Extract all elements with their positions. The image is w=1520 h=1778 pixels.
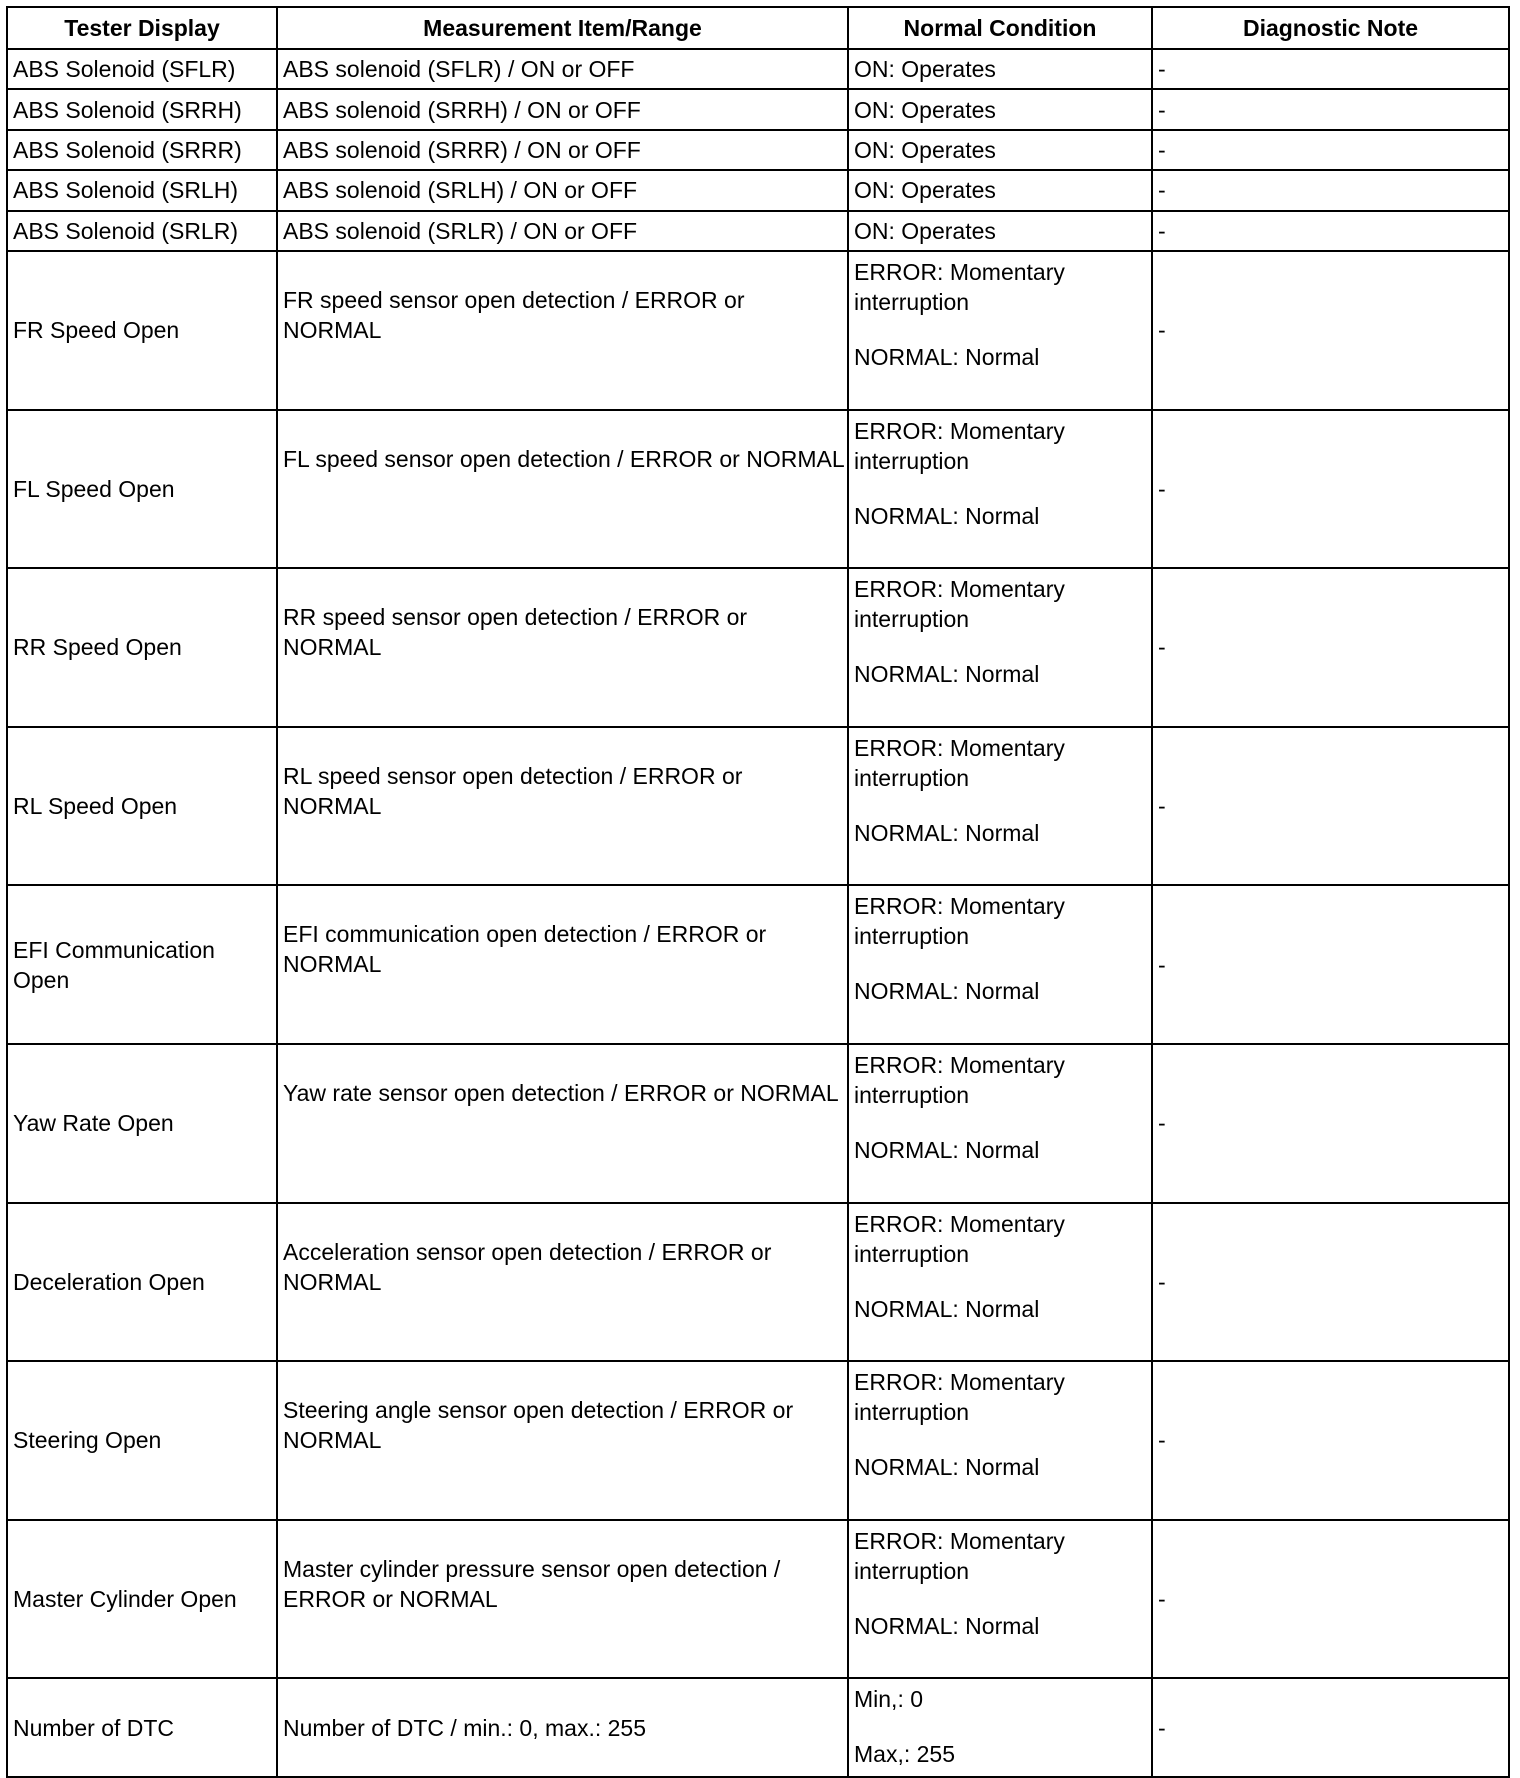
measurement-cell: ABS solenoid (SFLR) / ON or OFF	[277, 49, 848, 89]
table-row	[7, 885, 1509, 1044]
table-row	[7, 1678, 1509, 1777]
condition-cell	[848, 885, 1152, 1044]
table-row	[7, 49, 1509, 89]
measurement-cell: Steering angle sensor open detection / ERROR or NORMAL	[277, 1361, 848, 1520]
condition-cell: ON: Operates	[848, 89, 1152, 129]
measurement-cell: ABS solenoid (SRRH) / ON or OFF	[277, 89, 848, 129]
tester-display-cell: ABS Solenoid (SRLH)	[7, 170, 277, 210]
measurement-cell: Acceleration sensor open detection / ERROR or NORMAL	[277, 1203, 848, 1362]
header-normal-condition: Normal Condition	[848, 7, 1152, 49]
header-row	[7, 7, 1509, 49]
table-row	[7, 130, 1509, 170]
condition-error-text: ERROR: Momentary interruption	[854, 734, 1065, 791]
tester-display-cell: EFI Communication Open	[7, 885, 277, 1044]
condition-cell: ON: Operates	[848, 49, 1152, 89]
tester-display-cell: RR Speed Open	[7, 568, 277, 727]
condition-cell	[848, 727, 1152, 886]
condition-error-text: ERROR: Momentary interruption	[854, 258, 1065, 315]
condition-normal-text: NORMAL: Normal	[854, 1295, 1040, 1322]
condition-cell: ON: Operates	[848, 211, 1152, 251]
condition-normal-text: NORMAL: Normal	[854, 978, 1040, 1005]
condition-normal-text: NORMAL: Normal	[854, 343, 1040, 370]
condition-error-text: ERROR: Momentary interruption	[854, 893, 1065, 950]
condition-normal-text: NORMAL: Normal	[854, 502, 1040, 529]
note-cell: -	[1152, 211, 1509, 251]
tester-display-cell: FR Speed Open	[7, 251, 277, 410]
table-row	[7, 568, 1509, 727]
tester-display-cell: Deceleration Open	[7, 1203, 277, 1362]
table-row	[7, 727, 1509, 886]
measurement-cell: ABS solenoid (SRLR) / ON or OFF	[277, 211, 848, 251]
measurement-cell: ABS solenoid (SRLH) / ON or OFF	[277, 170, 848, 210]
condition-cell	[848, 410, 1152, 569]
measurement-cell: FR speed sensor open detection / ERROR or NORMAL	[277, 251, 848, 410]
note-cell: -	[1152, 1678, 1509, 1777]
table-row	[7, 251, 1509, 410]
condition-cell: ON: Operates	[848, 170, 1152, 210]
tester-display-cell: ABS Solenoid (SRRR)	[7, 130, 277, 170]
tester-display-cell: Steering Open	[7, 1361, 277, 1520]
condition-normal-text: NORMAL: Normal	[854, 819, 1040, 846]
tester-display-cell: Number of DTC	[7, 1678, 277, 1777]
tester-display-cell: ABS Solenoid (SRLR)	[7, 211, 277, 251]
table-row	[7, 211, 1509, 251]
measurement-cell: Yaw rate sensor open detection / ERROR or NORMAL	[277, 1044, 848, 1203]
note-cell: -	[1152, 251, 1509, 410]
condition-cell: ON: Operates	[848, 130, 1152, 170]
note-cell: -	[1152, 49, 1509, 89]
condition-cell	[848, 1203, 1152, 1362]
tester-data-table	[6, 6, 1510, 1778]
header-measurement-item: Measurement Item/Range	[277, 7, 848, 49]
condition-normal-text: NORMAL: Normal	[854, 1454, 1040, 1481]
measurement-cell: FL speed sensor open detection / ERROR or NORMAL	[277, 410, 848, 569]
tester-display-cell: Yaw Rate Open	[7, 1044, 277, 1203]
condition-error-text: ERROR: Momentary interruption	[854, 1369, 1065, 1426]
condition-cell	[848, 1361, 1152, 1520]
condition-error-text: ERROR: Momentary interruption	[854, 1527, 1065, 1584]
condition-max-text: Max,: 255	[854, 1741, 955, 1768]
tester-display-cell: Master Cylinder Open	[7, 1520, 277, 1679]
tester-display-cell: RL Speed Open	[7, 727, 277, 886]
note-cell: -	[1152, 410, 1509, 569]
table-row	[7, 89, 1509, 129]
note-cell: -	[1152, 130, 1509, 170]
tester-display-cell: FL Speed Open	[7, 410, 277, 569]
condition-error-text: ERROR: Momentary interruption	[854, 576, 1065, 633]
table-row	[7, 1520, 1509, 1679]
table-row	[7, 1361, 1509, 1520]
condition-normal-text: NORMAL: Normal	[854, 1612, 1040, 1639]
condition-cell	[848, 568, 1152, 727]
note-cell: -	[1152, 1520, 1509, 1679]
table-row	[7, 1203, 1509, 1362]
header-diagnostic-note: Diagnostic Note	[1152, 7, 1509, 49]
condition-error-text: ERROR: Momentary interruption	[854, 1051, 1065, 1108]
note-cell: -	[1152, 885, 1509, 1044]
note-cell: -	[1152, 1044, 1509, 1203]
table-row	[7, 170, 1509, 210]
note-cell: -	[1152, 727, 1509, 886]
note-cell: -	[1152, 1203, 1509, 1362]
header-tester-display: Tester Display	[7, 7, 277, 49]
condition-cell	[848, 1520, 1152, 1679]
tester-display-cell: ABS Solenoid (SRRH)	[7, 89, 277, 129]
note-cell: -	[1152, 1361, 1509, 1520]
measurement-cell: RL speed sensor open detection / ERROR or NORMAL	[277, 727, 848, 886]
table-row	[7, 410, 1509, 569]
note-cell: -	[1152, 89, 1509, 129]
measurement-cell: Number of DTC / min.: 0, max.: 255	[277, 1678, 848, 1777]
measurement-cell: RR speed sensor open detection / ERROR or NORMAL	[277, 568, 848, 727]
tester-display-cell: ABS Solenoid (SFLR)	[7, 49, 277, 89]
note-cell: -	[1152, 170, 1509, 210]
measurement-cell: ABS solenoid (SRRR) / ON or OFF	[277, 130, 848, 170]
condition-normal-text: NORMAL: Normal	[854, 661, 1040, 688]
condition-cell	[848, 251, 1152, 410]
condition-cell	[848, 1678, 1152, 1777]
condition-error-text: ERROR: Momentary interruption	[854, 1210, 1065, 1267]
measurement-cell: EFI communication open detection / ERROR or NORMAL	[277, 885, 848, 1044]
table-row	[7, 1044, 1509, 1203]
note-cell: -	[1152, 568, 1509, 727]
condition-error-text: ERROR: Momentary interruption	[854, 417, 1065, 474]
condition-normal-text: NORMAL: Normal	[854, 1136, 1040, 1163]
condition-min-text: Min,: 0	[854, 1686, 924, 1713]
measurement-cell: Master cylinder pressure sensor open detection / ERROR or NORMAL	[277, 1520, 848, 1679]
condition-cell	[848, 1044, 1152, 1203]
